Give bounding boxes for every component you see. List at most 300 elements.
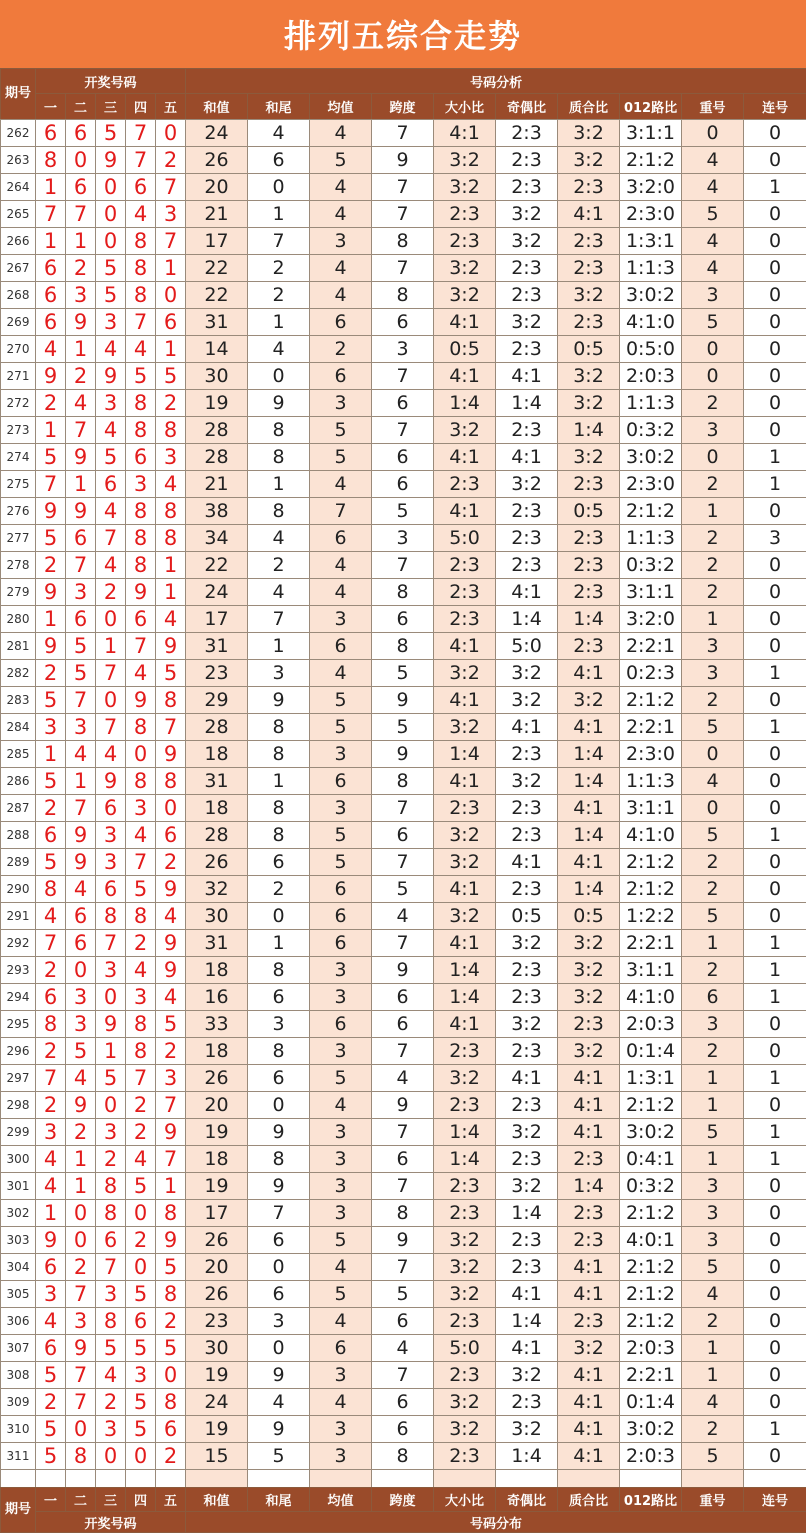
period-cell: 268 xyxy=(1,282,36,309)
analysis-cell: 3:1:1 xyxy=(620,957,682,984)
analysis-cell: 1 xyxy=(682,930,744,957)
analysis-cell: 0 xyxy=(682,741,744,768)
draw-digit-cell: 6 xyxy=(126,1308,156,1335)
draw-digit-cell: 8 xyxy=(126,1038,156,1065)
analysis-cell: 28 xyxy=(186,822,248,849)
draw-digit-cell: 7 xyxy=(126,633,156,660)
analysis-cell: 2:3 xyxy=(496,957,558,984)
analysis-cell: 0 xyxy=(744,795,806,822)
analysis-cell: 5:0 xyxy=(496,633,558,660)
draw-digit-cell: 7 xyxy=(66,687,96,714)
draw-digit-cell: 3 xyxy=(36,1119,66,1146)
analysis-cell: 3 xyxy=(310,390,372,417)
analysis-cell: 19 xyxy=(186,1173,248,1200)
period-cell: 263 xyxy=(1,147,36,174)
analysis-cell: 4:1 xyxy=(558,1254,620,1281)
analysis-cell: 5 xyxy=(310,1281,372,1308)
analysis-cell: 1 xyxy=(744,1119,806,1146)
analysis-cell: 30 xyxy=(186,903,248,930)
analysis-cell: 3:2 xyxy=(434,147,496,174)
table-row xyxy=(1,471,806,498)
draw-digit-cell: 9 xyxy=(66,1335,96,1362)
draw-digit-cell: 4 xyxy=(156,606,186,633)
draw-digit-cell: 3 xyxy=(156,1065,186,1092)
analysis-cell: 1 xyxy=(744,930,806,957)
analysis-cell: 2:3 xyxy=(558,1227,620,1254)
period-cell: 278 xyxy=(1,552,36,579)
analysis-cell: 3 xyxy=(310,1443,372,1470)
analysis-cell: 8 xyxy=(248,795,310,822)
analysis-cell: 1:4 xyxy=(558,768,620,795)
period-cell: 295 xyxy=(1,1011,36,1038)
period-cell: 286 xyxy=(1,768,36,795)
analysis-cell: 3:2:0 xyxy=(620,174,682,201)
period-cell: 299 xyxy=(1,1119,36,1146)
analysis-cell: 7 xyxy=(372,1362,434,1389)
analysis-cell: 0:4:1 xyxy=(620,1146,682,1173)
analysis-cell: 2:3:0 xyxy=(620,471,682,498)
analysis-cell: 4:1 xyxy=(558,1119,620,1146)
draw-digit-cell: 4 xyxy=(126,336,156,363)
footer-digit-col-1: 一 xyxy=(36,1488,66,1512)
analysis-cell: 2:3 xyxy=(434,606,496,633)
analysis-cell: 22 xyxy=(186,282,248,309)
analysis-cell: 4:1 xyxy=(496,1335,558,1362)
footer-digit-col-2: 二 xyxy=(66,1488,96,1512)
analysis-cell: 3:2 xyxy=(496,1173,558,1200)
analysis-cell: 4:1 xyxy=(558,795,620,822)
draw-digit-cell: 6 xyxy=(36,1254,66,1281)
draw-digit-cell: 2 xyxy=(36,1389,66,1416)
period-cell: 272 xyxy=(1,390,36,417)
analysis-cell: 7 xyxy=(372,255,434,282)
analysis-cell: 2:3 xyxy=(434,471,496,498)
analysis-cell: 1 xyxy=(682,498,744,525)
analysis-cell: 0 xyxy=(744,120,806,147)
header-digit-col-5: 五 xyxy=(156,94,186,120)
analysis-cell: 0 xyxy=(744,1173,806,1200)
draw-digit-cell: 0 xyxy=(96,174,126,201)
table-row xyxy=(1,309,806,336)
table-row xyxy=(1,849,806,876)
draw-digit-cell: 0 xyxy=(66,147,96,174)
draw-digit-cell: 2 xyxy=(66,1119,96,1146)
table-row xyxy=(1,147,806,174)
draw-digit-cell: 3 xyxy=(66,1308,96,1335)
table-row xyxy=(1,768,806,795)
analysis-cell: 2:3 xyxy=(434,552,496,579)
draw-digit-cell: 2 xyxy=(156,147,186,174)
analysis-cell: 1 xyxy=(248,201,310,228)
analysis-cell: 2:3 xyxy=(496,1038,558,1065)
period-cell: 306 xyxy=(1,1308,36,1335)
draw-digit-cell: 2 xyxy=(126,930,156,957)
analysis-cell: 2 xyxy=(248,552,310,579)
analysis-cell: 0 xyxy=(744,255,806,282)
draw-digit-cell: 7 xyxy=(96,1254,126,1281)
draw-digit-cell: 3 xyxy=(96,1119,126,1146)
analysis-cell: 9 xyxy=(248,687,310,714)
analysis-cell: 17 xyxy=(186,1200,248,1227)
draw-digit-cell: 6 xyxy=(66,174,96,201)
draw-digit-cell: 9 xyxy=(96,147,126,174)
analysis-cell: 2:1:2 xyxy=(620,1200,682,1227)
draw-digit-cell: 1 xyxy=(36,1200,66,1227)
draw-digit-cell: 8 xyxy=(126,525,156,552)
draw-digit-cell: 5 xyxy=(36,687,66,714)
period-cell: 292 xyxy=(1,930,36,957)
draw-digit-cell: 7 xyxy=(96,930,126,957)
analysis-cell: 9 xyxy=(248,390,310,417)
draw-digit-cell: 7 xyxy=(96,660,126,687)
draw-digit-cell: 8 xyxy=(126,228,156,255)
analysis-cell: 1:4 xyxy=(434,957,496,984)
analysis-cell: 8 xyxy=(248,822,310,849)
draw-digit-cell: 7 xyxy=(66,552,96,579)
analysis-cell: 8 xyxy=(372,228,434,255)
analysis-cell: 2:3 xyxy=(496,822,558,849)
table-row xyxy=(1,1389,806,1416)
analysis-cell: 7 xyxy=(372,1119,434,1146)
table-row xyxy=(1,282,806,309)
analysis-cell: 0 xyxy=(744,1092,806,1119)
draw-digit-cell: 3 xyxy=(126,471,156,498)
period-cell: 282 xyxy=(1,660,36,687)
analysis-cell: 5 xyxy=(682,1119,744,1146)
analysis-cell: 3:2 xyxy=(496,471,558,498)
analysis-cell: 3 xyxy=(682,633,744,660)
analysis-cell: 7 xyxy=(248,606,310,633)
draw-digit-cell: 9 xyxy=(36,579,66,606)
table-row xyxy=(1,1335,806,1362)
draw-digit-cell: 3 xyxy=(156,201,186,228)
draw-digit-cell: 5 xyxy=(36,849,66,876)
table-row xyxy=(1,1416,806,1443)
header-analysis-col-6: 奇偶比 xyxy=(496,94,558,120)
header-analysis-col-7: 质合比 xyxy=(558,94,620,120)
draw-digit-cell: 1 xyxy=(96,633,126,660)
analysis-cell: 28 xyxy=(186,444,248,471)
draw-digit-cell: 1 xyxy=(156,552,186,579)
analysis-cell: 1 xyxy=(744,984,806,1011)
draw-digit-cell: 1 xyxy=(36,174,66,201)
period-cell: 291 xyxy=(1,903,36,930)
analysis-cell: 4 xyxy=(310,1389,372,1416)
analysis-cell: 3 xyxy=(310,1362,372,1389)
analysis-cell: 2 xyxy=(682,1308,744,1335)
analysis-cell: 19 xyxy=(186,1362,248,1389)
analysis-cell: 4 xyxy=(310,471,372,498)
draw-digit-cell: 4 xyxy=(96,336,126,363)
analysis-cell: 18 xyxy=(186,741,248,768)
analysis-cell: 3:2 xyxy=(434,660,496,687)
analysis-cell: 2:3 xyxy=(496,1227,558,1254)
analysis-cell: 1:4 xyxy=(496,390,558,417)
analysis-cell: 2:3 xyxy=(558,255,620,282)
analysis-cell: 0 xyxy=(682,363,744,390)
analysis-cell: 3:2 xyxy=(434,822,496,849)
draw-digit-cell: 1 xyxy=(36,606,66,633)
analysis-cell: 24 xyxy=(186,120,248,147)
draw-digit-cell: 8 xyxy=(126,714,156,741)
footer-analysis-col-6: 奇偶比 xyxy=(496,1488,558,1512)
draw-digit-cell: 0 xyxy=(126,1200,156,1227)
draw-digit-cell: 7 xyxy=(36,1065,66,1092)
analysis-cell: 2 xyxy=(248,255,310,282)
table-row xyxy=(1,687,806,714)
analysis-cell: 34 xyxy=(186,525,248,552)
analysis-cell: 0 xyxy=(744,849,806,876)
analysis-cell: 1 xyxy=(682,1362,744,1389)
analysis-cell: 2:3 xyxy=(496,498,558,525)
analysis-cell: 2:3 xyxy=(434,201,496,228)
analysis-cell: 4 xyxy=(310,174,372,201)
draw-digit-cell: 9 xyxy=(66,849,96,876)
analysis-cell: 6 xyxy=(310,363,372,390)
table-row xyxy=(1,741,806,768)
draw-digit-cell: 1 xyxy=(36,417,66,444)
period-cell: 283 xyxy=(1,687,36,714)
analysis-cell: 31 xyxy=(186,633,248,660)
analysis-cell: 2:2:1 xyxy=(620,930,682,957)
analysis-cell: 4 xyxy=(682,174,744,201)
analysis-cell: 2:3 xyxy=(558,633,620,660)
analysis-cell: 2 xyxy=(682,579,744,606)
analysis-cell: 1:4 xyxy=(496,1443,558,1470)
analysis-cell: 2:3 xyxy=(434,1173,496,1200)
analysis-cell: 21 xyxy=(186,471,248,498)
draw-digit-cell: 5 xyxy=(126,1416,156,1443)
draw-digit-cell: 4 xyxy=(66,390,96,417)
analysis-cell: 5 xyxy=(310,714,372,741)
draw-digit-cell: 9 xyxy=(156,876,186,903)
analysis-cell: 0 xyxy=(744,1254,806,1281)
analysis-cell: 6 xyxy=(248,849,310,876)
draw-digit-cell: 8 xyxy=(96,1200,126,1227)
analysis-cell: 2:3 xyxy=(496,525,558,552)
analysis-cell: 3:2 xyxy=(434,417,496,444)
analysis-cell: 6 xyxy=(310,1335,372,1362)
analysis-cell: 2:0:3 xyxy=(620,363,682,390)
draw-digit-cell: 2 xyxy=(156,1443,186,1470)
draw-digit-cell: 9 xyxy=(66,498,96,525)
analysis-cell: 1:1:3 xyxy=(620,768,682,795)
analysis-cell: 5 xyxy=(310,444,372,471)
header-digit-col-2: 二 xyxy=(66,94,96,120)
draw-digit-cell: 4 xyxy=(156,903,186,930)
analysis-cell: 2:3 xyxy=(496,795,558,822)
analysis-cell: 6 xyxy=(372,984,434,1011)
draw-digit-cell: 7 xyxy=(96,714,126,741)
table-row xyxy=(1,525,806,552)
draw-digit-cell: 3 xyxy=(96,390,126,417)
analysis-cell: 0 xyxy=(744,552,806,579)
analysis-cell: 4:1 xyxy=(496,1065,558,1092)
analysis-cell: 4 xyxy=(310,120,372,147)
analysis-cell: 6 xyxy=(372,1389,434,1416)
analysis-cell: 3:2 xyxy=(496,1119,558,1146)
table-row xyxy=(1,417,806,444)
period-cell: 289 xyxy=(1,849,36,876)
draw-digit-cell: 4 xyxy=(36,1308,66,1335)
period-cell: 294 xyxy=(1,984,36,1011)
distribution-group-footer: 号码分布 xyxy=(186,1512,806,1533)
draw-digit-cell: 7 xyxy=(66,1362,96,1389)
analysis-cell: 4 xyxy=(248,120,310,147)
analysis-cell: 4 xyxy=(310,201,372,228)
analysis-cell: 9 xyxy=(372,741,434,768)
draw-digit-cell: 5 xyxy=(156,1011,186,1038)
draw-digit-cell: 8 xyxy=(156,687,186,714)
analysis-cell: 6 xyxy=(372,471,434,498)
period-cell: 275 xyxy=(1,471,36,498)
analysis-cell: 3:2 xyxy=(558,957,620,984)
analysis-cell: 0 xyxy=(744,498,806,525)
analysis-cell: 2:3 xyxy=(496,1254,558,1281)
analysis-cell: 0 xyxy=(682,444,744,471)
draw-digit-cell: 4 xyxy=(66,1065,96,1092)
table-row xyxy=(1,876,806,903)
analysis-cell: 1 xyxy=(744,1416,806,1443)
analysis-cell: 1:4 xyxy=(558,741,620,768)
draw-digit-cell: 8 xyxy=(36,147,66,174)
draw-digit-cell: 1 xyxy=(156,255,186,282)
analysis-cell: 0 xyxy=(744,1200,806,1227)
period-cell: 302 xyxy=(1,1200,36,1227)
draw-digit-cell: 3 xyxy=(66,1011,96,1038)
analysis-cell: 2:3 xyxy=(496,417,558,444)
footer-digit-col-3: 三 xyxy=(96,1488,126,1512)
period-cell: 273 xyxy=(1,417,36,444)
analysis-cell: 4 xyxy=(248,1389,310,1416)
draw-digit-cell: 4 xyxy=(96,498,126,525)
analysis-cell: 5 xyxy=(310,147,372,174)
draw-digit-cell: 9 xyxy=(66,309,96,336)
analysis-cell: 3:2 xyxy=(496,309,558,336)
draw-digit-cell: 2 xyxy=(126,1227,156,1254)
analysis-cell: 1 xyxy=(248,768,310,795)
analysis-cell: 1:4 xyxy=(558,876,620,903)
draw-digit-cell: 9 xyxy=(156,957,186,984)
analysis-cell: 3:2:0 xyxy=(620,606,682,633)
period-cell: 290 xyxy=(1,876,36,903)
analysis-cell: 1 xyxy=(682,1065,744,1092)
footer-analysis-col-3: 均值 xyxy=(310,1488,372,1512)
analysis-cell: 28 xyxy=(186,417,248,444)
draw-digit-cell: 5 xyxy=(96,1335,126,1362)
analysis-cell: 1:4 xyxy=(496,1200,558,1227)
analysis-cell: 0 xyxy=(248,1335,310,1362)
table-row xyxy=(1,903,806,930)
analysis-cell: 1 xyxy=(744,1146,806,1173)
draw-digit-cell: 9 xyxy=(126,579,156,606)
table-row xyxy=(1,660,806,687)
analysis-cell: 23 xyxy=(186,660,248,687)
draw-digit-cell: 0 xyxy=(96,687,126,714)
analysis-cell: 3:2 xyxy=(496,660,558,687)
analysis-cell: 2 xyxy=(682,687,744,714)
analysis-cell: 3 xyxy=(310,984,372,1011)
analysis-cell: 0:3:2 xyxy=(620,552,682,579)
draw-digit-cell: 2 xyxy=(36,660,66,687)
draw-digit-cell: 4 xyxy=(126,957,156,984)
period-cell: 309 xyxy=(1,1389,36,1416)
analysis-cell: 8 xyxy=(248,498,310,525)
analysis-cell: 0 xyxy=(744,309,806,336)
analysis-cell: 18 xyxy=(186,1146,248,1173)
draw-digit-cell: 9 xyxy=(36,1227,66,1254)
analysis-cell: 5 xyxy=(372,1281,434,1308)
analysis-cell: 4:1 xyxy=(496,1281,558,1308)
analysis-cell: 21 xyxy=(186,201,248,228)
period-cell: 307 xyxy=(1,1335,36,1362)
analysis-cell: 0 xyxy=(682,336,744,363)
draw-digit-cell: 6 xyxy=(126,606,156,633)
analysis-cell: 0 xyxy=(744,390,806,417)
draw-digit-cell: 0 xyxy=(126,741,156,768)
analysis-cell: 3 xyxy=(310,1173,372,1200)
analysis-cell: 4 xyxy=(310,552,372,579)
analysis-cell: 0 xyxy=(744,1227,806,1254)
period-cell: 301 xyxy=(1,1173,36,1200)
draw-digit-cell: 0 xyxy=(156,120,186,147)
draw-digit-cell: 3 xyxy=(96,309,126,336)
analysis-cell: 2:3 xyxy=(496,255,558,282)
analysis-cell: 8 xyxy=(248,444,310,471)
analysis-cell: 2:3 xyxy=(558,174,620,201)
analysis-cell: 3 xyxy=(310,1119,372,1146)
analysis-cell: 4 xyxy=(248,336,310,363)
analysis-cell: 4:1 xyxy=(434,309,496,336)
draw-digit-cell: 1 xyxy=(66,228,96,255)
analysis-cell: 3:2 xyxy=(496,1362,558,1389)
footer-analysis-col-7: 质合比 xyxy=(558,1488,620,1512)
footer-analysis-col-10: 连号 xyxy=(744,1488,806,1512)
draw-digit-cell: 6 xyxy=(36,1335,66,1362)
draw-digit-cell: 8 xyxy=(96,1308,126,1335)
analysis-cell: 20 xyxy=(186,174,248,201)
period-cell: 288 xyxy=(1,822,36,849)
draw-digit-cell: 7 xyxy=(156,174,186,201)
table-row xyxy=(1,201,806,228)
analysis-cell: 3:2 xyxy=(558,1038,620,1065)
analysis-cell: 3:2 xyxy=(434,1281,496,1308)
analysis-cell: 3:2 xyxy=(496,201,558,228)
draw-digit-cell: 0 xyxy=(96,201,126,228)
draw-digit-cell: 5 xyxy=(156,1254,186,1281)
analysis-cell: 22 xyxy=(186,255,248,282)
table-row xyxy=(1,444,806,471)
analysis-cell: 3:2 xyxy=(434,1227,496,1254)
analysis-cell: 4:1 xyxy=(434,930,496,957)
draw-digit-cell: 0 xyxy=(96,1092,126,1119)
analysis-cell: 4 xyxy=(310,255,372,282)
table-row xyxy=(1,579,806,606)
draw-digit-cell: 6 xyxy=(96,795,126,822)
analysis-cell: 31 xyxy=(186,930,248,957)
analysis-cell: 8 xyxy=(248,714,310,741)
draw-digit-cell: 6 xyxy=(36,984,66,1011)
draw-digit-cell: 8 xyxy=(126,903,156,930)
analysis-cell: 8 xyxy=(372,579,434,606)
analysis-cell: 18 xyxy=(186,795,248,822)
draw-digit-cell: 8 xyxy=(126,390,156,417)
trend-table xyxy=(0,119,806,1497)
analysis-cell: 0 xyxy=(744,579,806,606)
analysis-cell: 6 xyxy=(372,1011,434,1038)
analysis-cell: 1:4 xyxy=(558,822,620,849)
analysis-cell: 5 xyxy=(310,849,372,876)
